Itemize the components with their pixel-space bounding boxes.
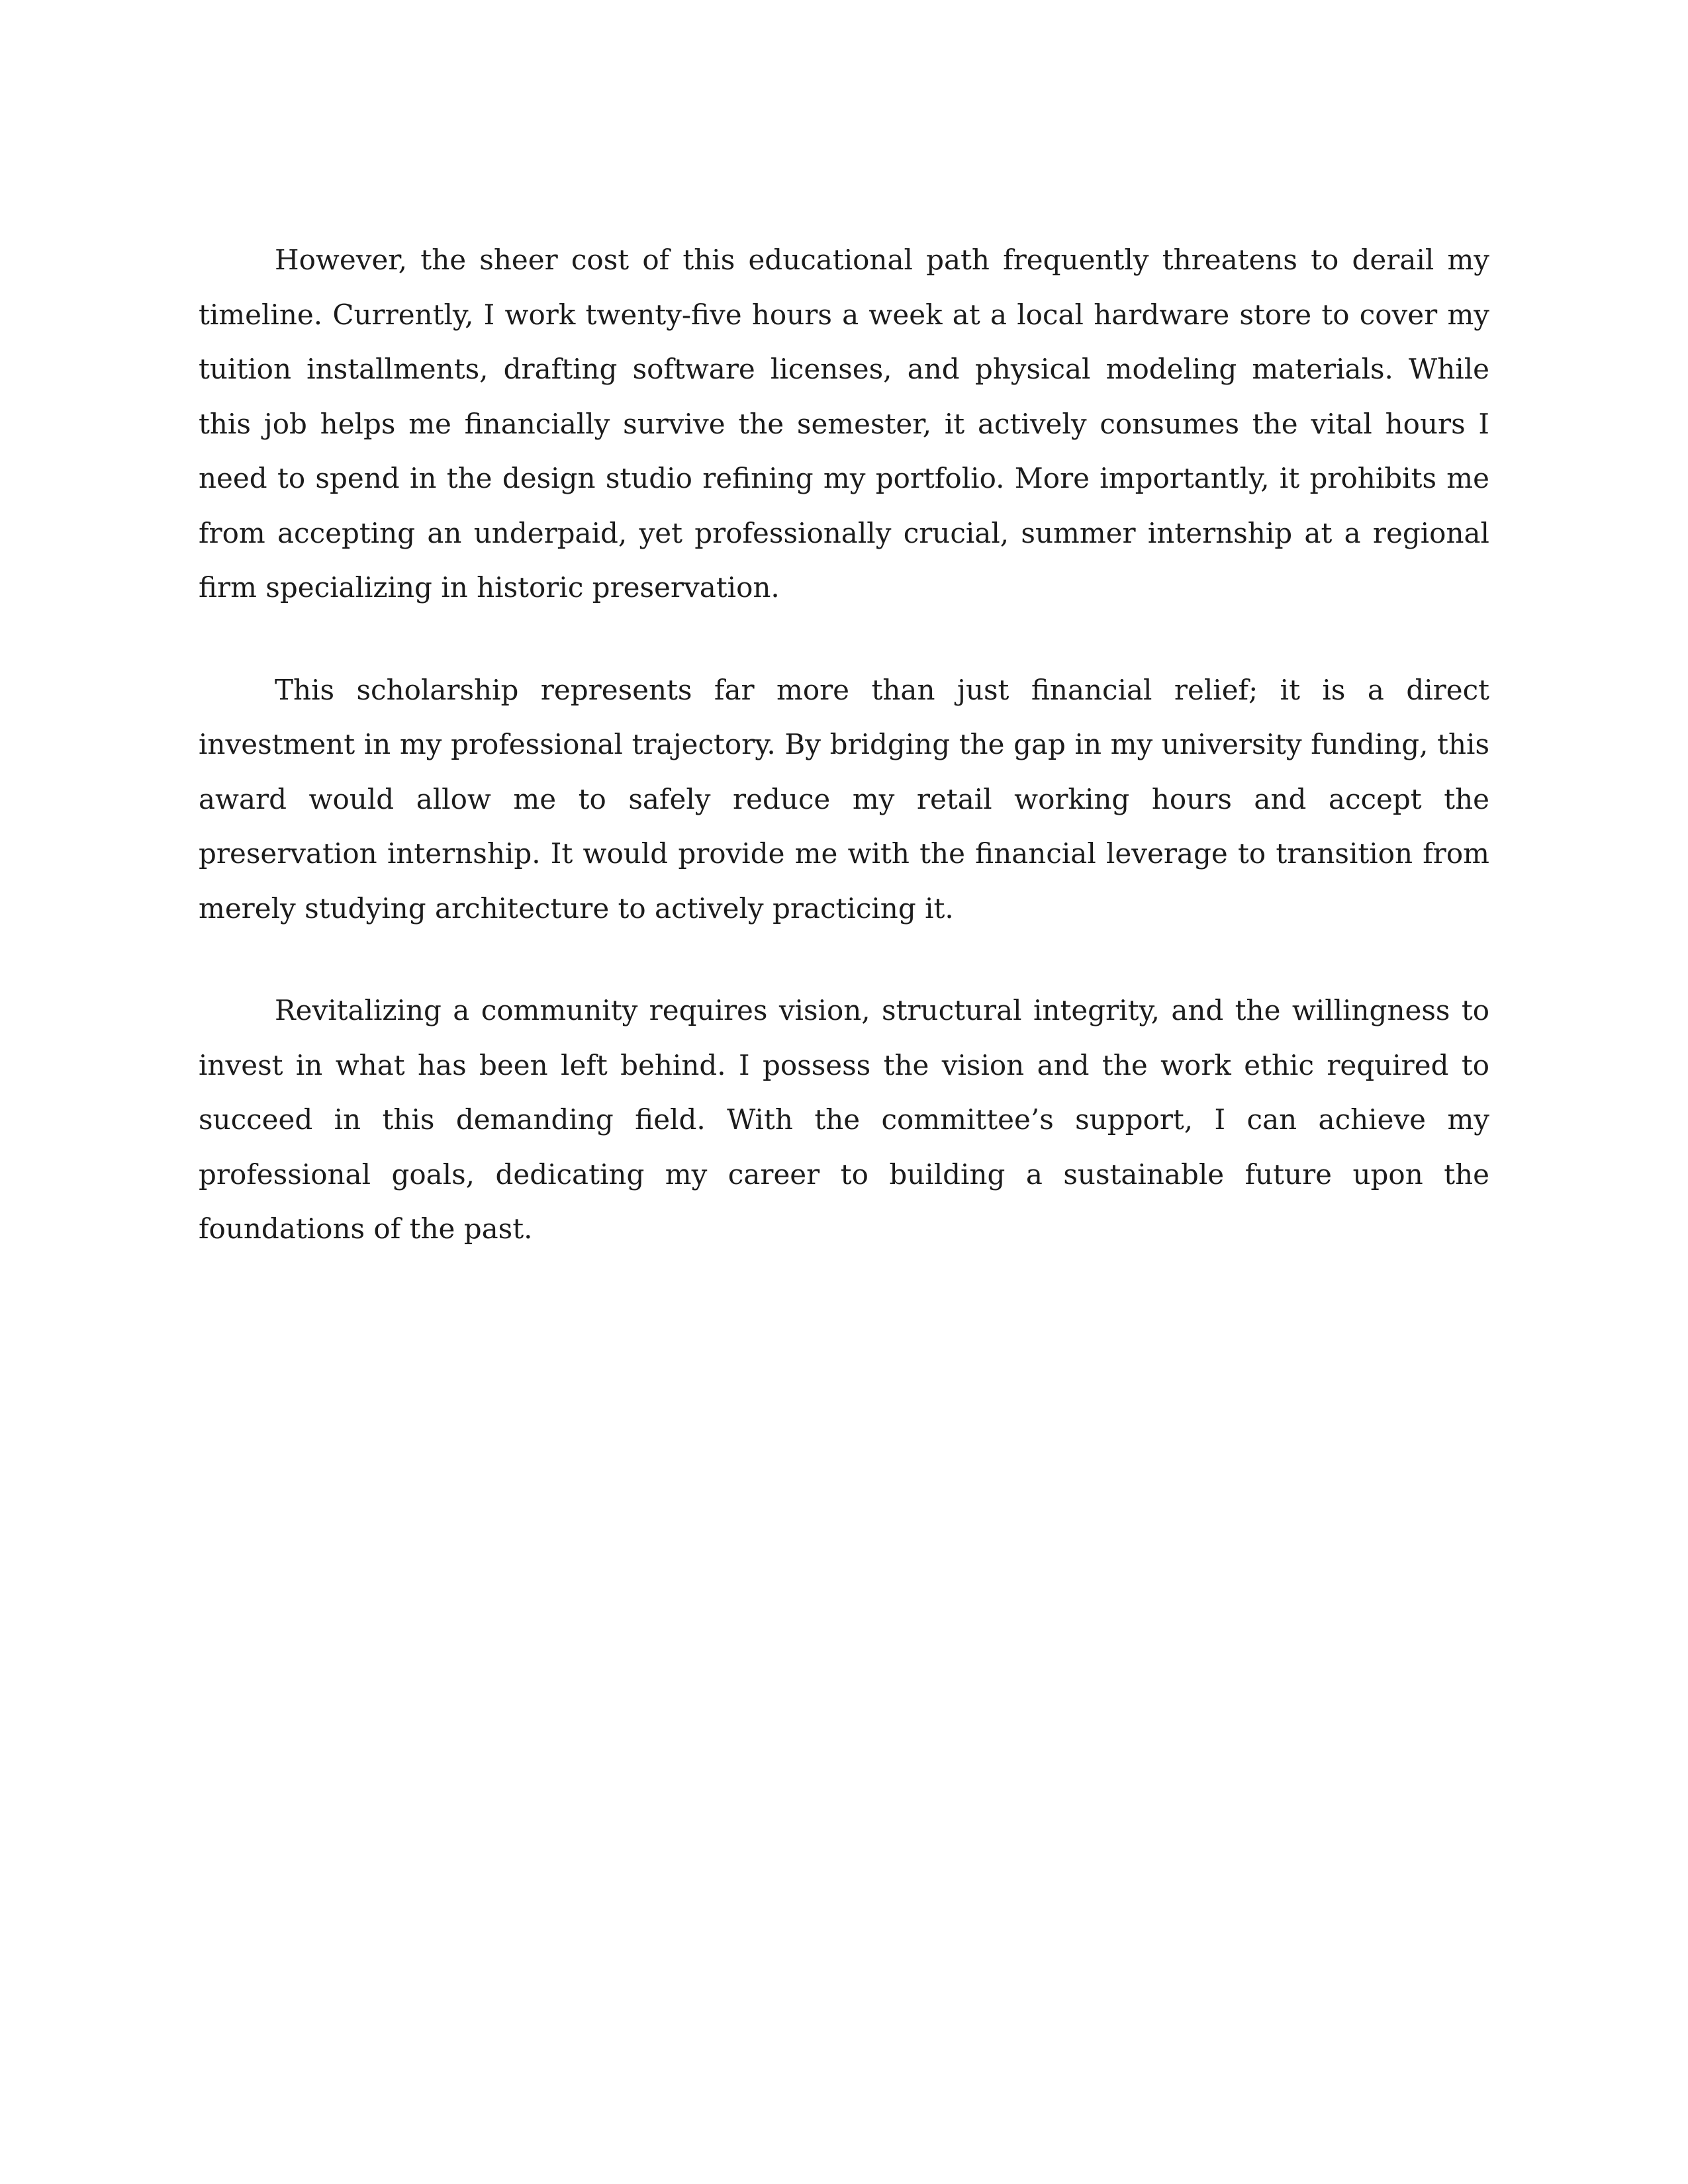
paragraph-closing: Revitalizing a community requires vision, structural integrity, and the willingness to invest in what has been left behind. I possess the vision and the work ethic required to succeed in this demanding field. With the committee’s support, I can achieve my professional goals, dedicating my career to building a sustainable future upon the foundations of the past. <box>199 994 1489 1245</box>
document-body <box>199 233 1489 1257</box>
paragraph-cost-of-education: However, the sheer cost of this educational path frequently threatens to derail my timeline. Currently, I work twenty-five hours a week at a local hardware store to cover my tuition installments, drafting software licenses, and physical modeling materials. While this job helps me financially survive the semester, it actively consumes the vital hours I need to spend in the design studio refining my portfolio. More importantly, it prohibits me from accepting an underpaid, yet professionally crucial, summer internship at a regional firm specializing in historic preservation. <box>199 244 1489 604</box>
paragraph-scholarship-investment: This scholarship represents far more than just financial relief; it is a direct investment in my professional trajectory. By bridging the gap in my university funding, this award would allow me to safely reduce my retail working hours and accept the preservation internship. It would provide me with the financial leverage to transition from merely studying architecture to actively practicing it. <box>199 673 1489 925</box>
